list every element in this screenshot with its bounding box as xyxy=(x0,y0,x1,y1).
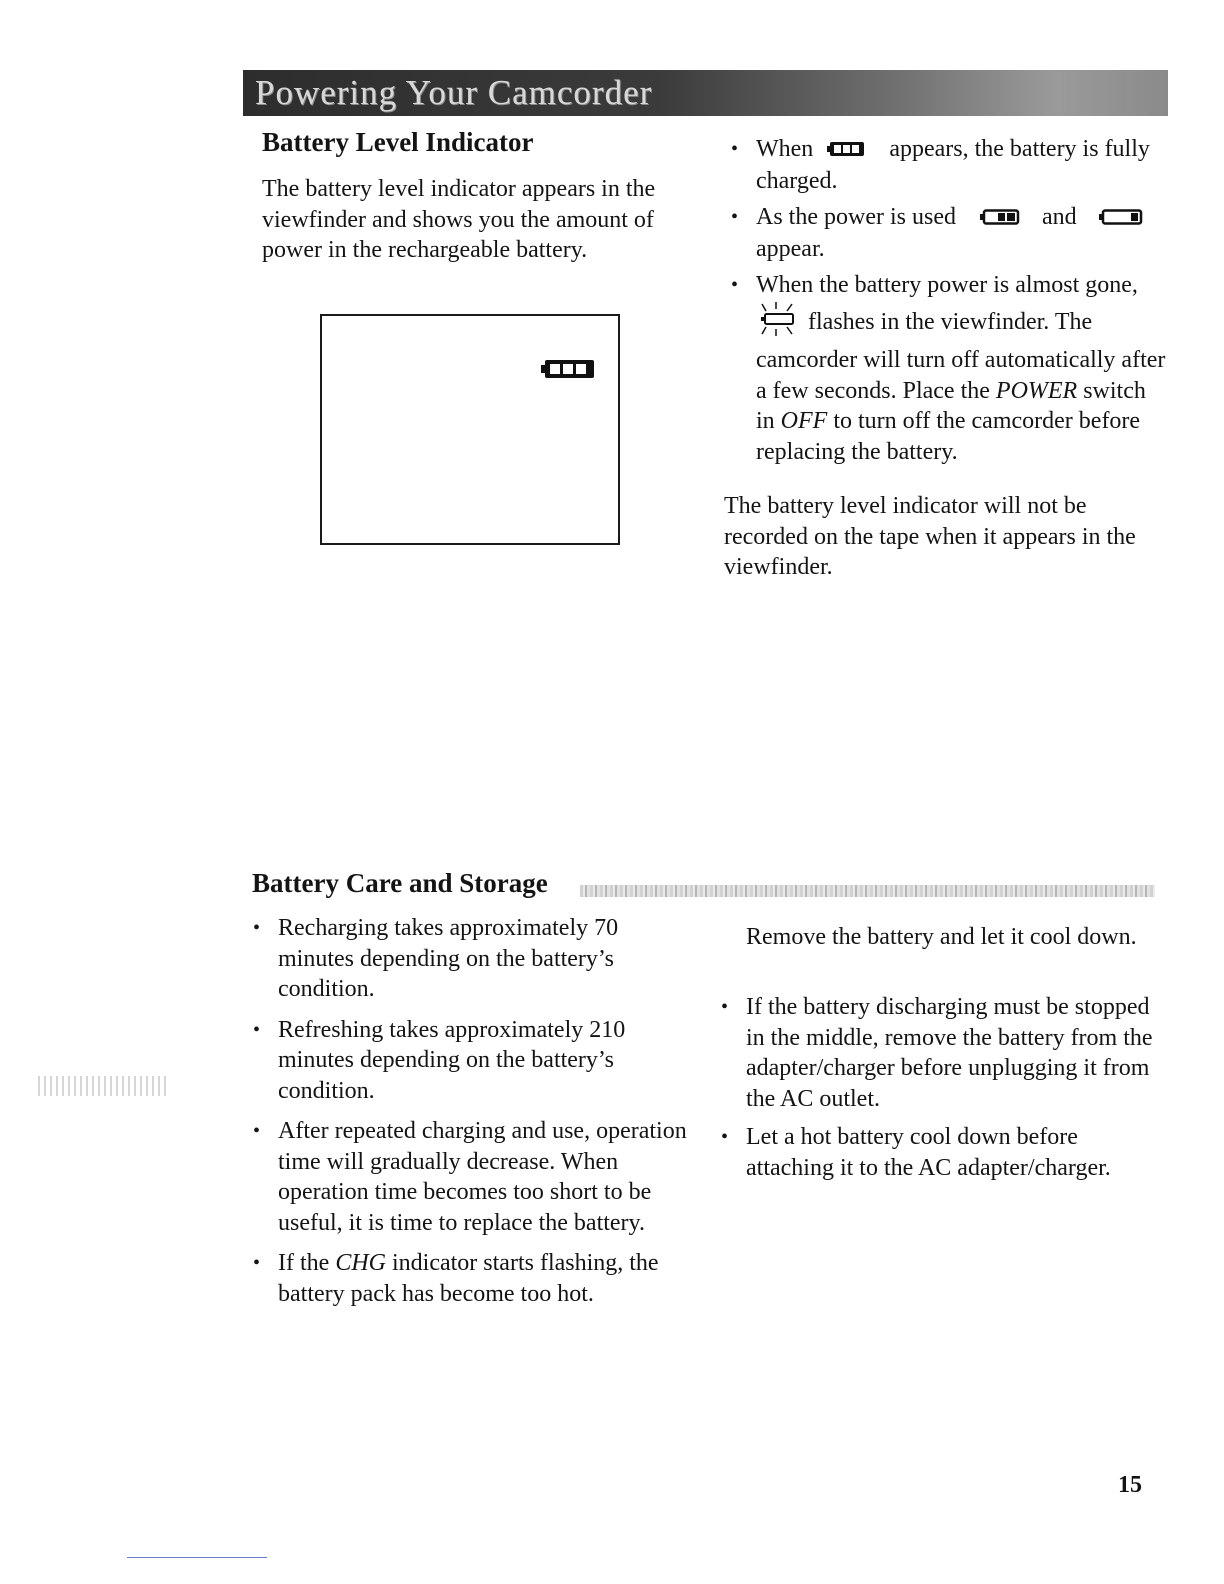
battery-empty-flashing-icon xyxy=(756,301,798,346)
bullet-text: When the battery power is almost gone, xyxy=(756,272,1138,299)
battery-level-intro: The battery level indicator appears in the viewfinder and shows you the amount of power in the rechargeable battery. xyxy=(262,176,656,263)
bullet-text: If the battery discharging must be stopped in the middle, remove the battery from the adapter/charger before unplugging it from the AC outlet. xyxy=(746,994,1153,1112)
heading-rule xyxy=(580,885,1155,897)
bullet-text: to turn off the camcorder before replacing the battery. xyxy=(756,408,1141,465)
off-position-label: OFF xyxy=(780,408,828,435)
bullet-text: When xyxy=(756,136,814,162)
list-item: • When appears, the battery is fully charged. xyxy=(731,136,1150,194)
list-item: • If the CHG indicator starts flashing, the battery pack has become too hot. xyxy=(253,1250,659,1307)
bullet-text: switch in xyxy=(756,377,1146,435)
scan-line xyxy=(127,1557,267,1558)
list-item: • As the power is used and appear. xyxy=(728,202,1168,264)
page-number: 15 xyxy=(1118,1472,1142,1498)
battery-full-icon xyxy=(827,135,865,166)
battery-one-third-icon xyxy=(1099,203,1143,234)
chg-indicator-label: CHG xyxy=(335,1250,386,1276)
battery-level-heading: Battery Level Indicator xyxy=(262,127,534,157)
viewfinder-illustration xyxy=(320,314,620,545)
power-switch-label: POWER xyxy=(995,377,1078,404)
battery-care-heading: Battery Care and Storage xyxy=(252,868,548,898)
bullet-text: indicator starts flashing, the battery pack has become too hot. xyxy=(278,1250,659,1307)
battery-full-icon xyxy=(540,358,596,385)
bullet-text: appear. xyxy=(756,235,825,262)
bullet-text: Let a hot battery cool down before attaching it to the AC adapter/charger. xyxy=(746,1124,1111,1181)
list-item: • When the battery power is almost gone, flashes in the viewfinder. The camcorder will turn off automatically after a few seconds. Place the POWER switch in OFF to turn off the camcorder before replacing the battery. xyxy=(731,272,1166,465)
scan-artifact xyxy=(38,1076,168,1096)
battery-care-continued: Remove the battery and let it cool down. xyxy=(746,924,1137,950)
battery-level-bullets xyxy=(728,134,1168,467)
section-banner xyxy=(243,70,1168,116)
list-item: • If the battery discharging must be stopped in the middle, remove the battery from the adapter/charger before unplugging it from the AC outlet. xyxy=(721,994,1153,1112)
list-item: • Recharging takes approximately 70 minutes depending on the battery’s condition. xyxy=(253,915,619,1002)
battery-two-thirds-icon xyxy=(980,203,1020,234)
bullet-text: Recharging takes approximately 70 minutes depending on the battery’s condition. xyxy=(278,915,619,1002)
bullet-text: As the power is used xyxy=(756,204,956,231)
list-item: • Let a hot battery cool down before attaching it to the AC adapter/charger. xyxy=(721,1124,1111,1181)
bullet-text: flashes in the viewfinder. The camcorder will turn off automatically after a few seconds. Place the xyxy=(756,308,1166,404)
bullet-text: If the xyxy=(278,1250,330,1276)
list-item: • After repeated charging and use, operation time will gradually decrease. When operation time becomes too short to be useful, it is time to replace the battery. xyxy=(253,1118,687,1236)
page-title: Powering Your Camcorder xyxy=(255,73,653,112)
list-item: • Refreshing takes approximately 210 minutes depending on the battery’s condition. xyxy=(253,1016,626,1104)
bullet-text: Refreshing takes approximately 210 minutes depending on the battery’s condition. xyxy=(278,1016,626,1104)
battery-care-bullets-left xyxy=(250,913,690,1309)
battery-care-bullets-right xyxy=(718,992,1168,1183)
bullet-text: After repeated charging and use, operation time will gradually decrease. When operation time becomes too short to be useful, it is time to replace the battery. xyxy=(278,1118,687,1236)
bullet-text: appears, the battery is fully charged. xyxy=(756,136,1150,194)
battery-level-note: The battery level indicator will not be recorded on the tape when it appears in the viewfinder. xyxy=(724,493,1136,580)
bullet-text: and xyxy=(1041,204,1077,231)
